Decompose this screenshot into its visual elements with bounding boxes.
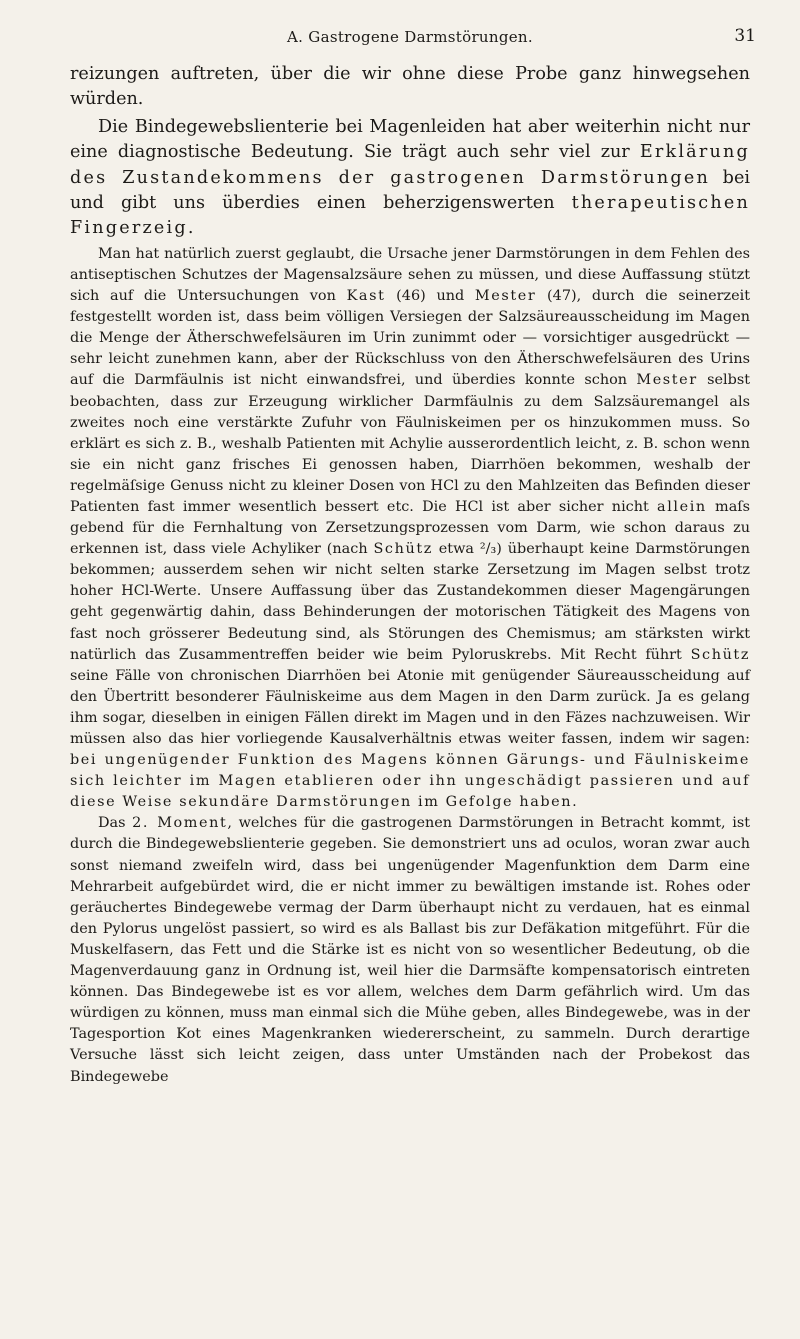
p3-text-4: selbst beobachten, dass zur Erzeugung wirklicher Darmfäulnis zu dem Salzsäuremangel als zweites noch eine verstärkte Zufuhr von Fäulniskeimen per os hinzukommen muss. So erklärt es sich z. B., weshalb Patienten mit Achylie ausserordentlich leicht, z. B. schon wenn sie ein nicht ganz frisches Ei genossen haben, Diarrhöen bekommen, weshalb der regelmäſsige Genuss nicht zu kleiner Dosen von HCl zu den Mahlzeiten das Befinden dieser Patienten fast immer wesentlich bessert etc. Die HCl ist aber sicher nicht [70, 372, 750, 515]
author-name: Mester [474, 288, 537, 305]
p3-text-6: etwa ²/₃) überhaupt keine Darmstörungen bekommen; ausserdem sehen wir nicht selten starke Zersetzung im Magen selbst trotz hoher HCl-Werte. Unsere Auffassung über das Zustandekommen dieser Magengärungen geht gegenwärtig dahin, dass Behinderungen der motorischen Tätigkeit des Magens von fast noch grösserer Bedeutung sind, als Störungen des Chemismus; am stärksten wirkt natürlich das Zusammentreffen beider wie beim Pyloruskrebs. Mit Recht führt [70, 541, 750, 663]
p3-text-3: (47), durch die seinerzeit festgestellt worden ist, dass beim völligen Versiegen der Salzsäureausscheidung im Magen die Menge der Ätherschwefelsäuren im Urin zunimmt oder — vorsichtiger ausgedrückt — sehr leicht zunehmen kann, aber der Rückschluss von den Ätherschwefelsäuren des Urins auf die Darmfäulnis ist nicht einwandsfrei, und überdies konnte schon [70, 288, 750, 389]
p4-text-1: Das [98, 815, 133, 832]
p4-spaced-1: 2. Moment [132, 815, 228, 832]
running-title: A. Gastrogene Darmstörungen. [287, 28, 533, 46]
p2-spaced-1: Erklärung des Zustandekommens der gastrogenen Darmstörungen [70, 142, 750, 188]
author-name: Mester [636, 372, 698, 389]
p3-text-2: (46) und [385, 288, 475, 305]
author-name: Schütz [690, 646, 750, 663]
p3-text-1: Man hat natürlich zuerst geglaubt, die Ursache jener Darmstörungen in dem Fehlen des antiseptischen Schutzes der Magensalzsäure sehen zu müssen, und diese Auffassung stützt sich auf die Untersuchungen von [70, 245, 750, 305]
author-name: Schütz [373, 541, 433, 558]
p3-text-7: seine Fälle von chronischen Diarrhöen bei Atonie mit genügender Säureausscheidung auf den Übertritt besonderer Fäulniskeime aus dem Magen in den Darm zurück. Ja es gelang ihm sogar, dieselben in einigen Fällen direkt im Magen und in den Fäzes nachzuweisen. Wir müssen also das hier vorliegende Kausalverhältnis etwas weiter fassen, indem wir sagen: [70, 667, 750, 747]
p4-text-2: , welches für die gastrogenen Darmstörungen in Betracht kommt, ist durch die Bindegewebslienterie gegeben. Sie demonstriert uns ad oculos, woran zwar auch sonst niemand zweifeln wird, dass bei ungenügender Magenfunktion dem Darm eine Mehrarbeit aufgebürdet wird, die er nicht immer zu bewältigen imstande ist. Rohes oder geräuchertes Bindegewebe vermag der Darm überhaupt nicht zu verdauen, hat es einmal den Pylorus ungelöst passiert, so wird es als Ballast bis zur Defäkation mitgeführt. Für die Muskelfasern, das Fett und die Stärke ist es nicht von so wesentlicher Bedeutung, ob die Magenverdauung ganz in Ordnung ist, weil hier die Darmsäfte kompensatorisch eintreten können. Das Bindegewebe ist es vor allem, welches dem Darm gefährlich wird. Um das würdigen zu können, muss man einmal sich die Mühe geben, alles Bindegewebe, was in der Tagesportion Kot eines Magenkranken wiedererscheint, zu sammeln. Durch derartige Versuche lässt sich leicht zeigen, dass unter Umständen nach der Probekost das Bindegewebe [70, 815, 750, 1085]
page-header [70, 0, 756, 62]
p2-text-2: bei und gibt uns überdies einen beherzigenswerten [70, 167, 750, 214]
paragraph-2 [70, 115, 750, 242]
paragraph-4 [70, 813, 750, 1087]
p3-spaced-1: allein [657, 498, 707, 515]
p3-spaced-conclusion: bei ungenügender Funktion des Magens können Gärungs- und Fäulniskeime sich leichter im Magen etablieren oder ihn ungeschädigt passieren und auf diese Weise sekundäre Darmstörungen im Gefolge haben. [70, 752, 750, 811]
paragraph-3 [70, 244, 750, 814]
page-number: 31 [734, 26, 756, 46]
paragraph-1: reizungen auftreten, über die wir ohne diese Probe ganz hinwegsehen würden. [70, 64, 750, 110]
p3-text-5: maſs gebend für die Fernhaltung von Zersetzungsprozessen vom Darm, wie schon daraus zu erkennen ist, dass viele Achyliker (nach [70, 498, 750, 558]
p2-spaced-2: therapeutischen Fingerzeig. [70, 193, 750, 239]
p2-text-1: Die Bindegewebslienterie bei Magenleiden hat aber weiterhin nicht nur eine diagnostische Bedeutung. Sie trägt auch sehr viel zur [70, 116, 750, 163]
author-name: Kast [346, 288, 386, 305]
